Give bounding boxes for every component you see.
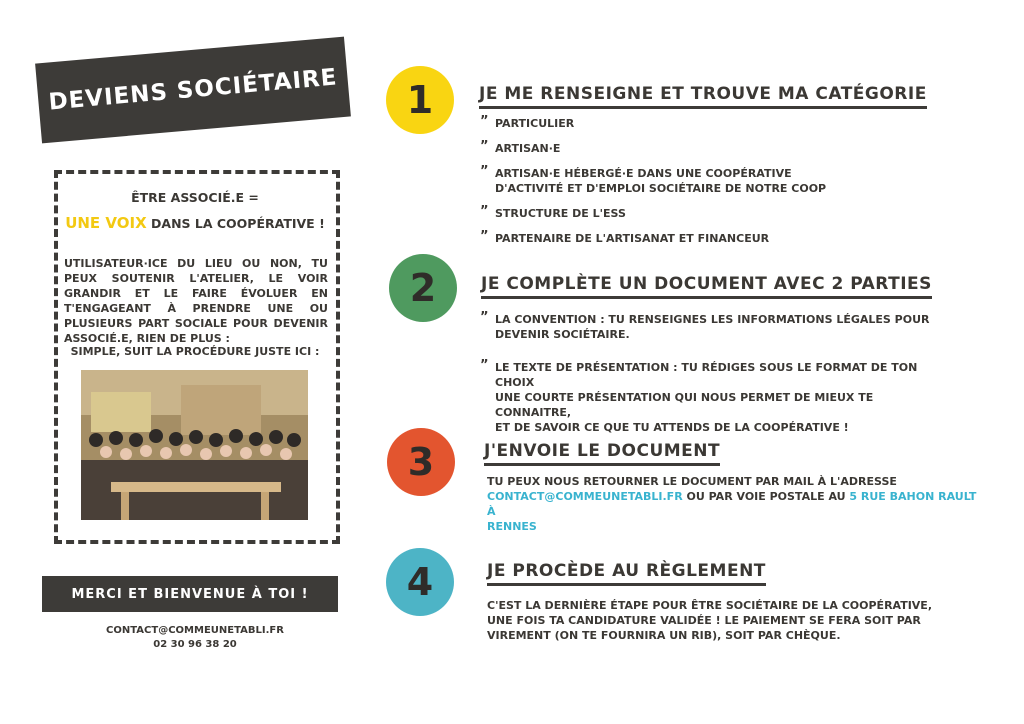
voix-rest: DANS LA COOPÉRATIVE !: [151, 216, 325, 231]
merci-banner: [42, 576, 338, 612]
step-1-circle: [386, 66, 454, 134]
group-photo: [81, 370, 308, 520]
simple-text: SIMPLE, SUIT LA PROCÉDURE JUSTE ICI :: [70, 345, 320, 358]
step-3-postal-text: OU PAR VOIE POSTALE AU: [686, 490, 846, 503]
associe-heading: ÊTRE ASSOCIÉ.E =: [131, 190, 259, 205]
step-1-list: [480, 116, 900, 246]
footer-email[interactable]: CONTACT@COMMEUNETABLI.FR: [106, 625, 284, 636]
list-item: ” ARTISAN·E HÉBERGÉ·E DANS UNE COOPÉRATIVE: [480, 166, 900, 181]
page-title-banner: [35, 37, 351, 144]
list-item: ” STRUCTURE DE L'ESS: [480, 206, 900, 221]
footer-phone: 02 30 96 38 20: [153, 639, 237, 650]
list-item-continuation: UNE COURTE PRÉSENTATION QUI NOUS PERMET DE MIEUX TE CONNAITRE,: [495, 391, 874, 419]
step-2-title: JE COMPLÈTE UN DOCUMENT AVEC 2 PARTIES: [481, 274, 932, 299]
step-1-number: 1: [406, 78, 434, 122]
step-3-title: J'ENVOIE LE DOCUMENT: [484, 441, 720, 466]
footer-contact: [60, 624, 330, 652]
step-3-text: [487, 474, 987, 534]
step-3-line-1: TU PEUX NOUS RETOURNER LE DOCUMENT PAR MAIL À L'ADRESSE: [487, 475, 897, 488]
step-4-text: C'EST LA DERNIÈRE ÉTAPE POUR ÊTRE SOCIÉTAIRE DE LA COOPÉRATIVE, UNE FOIS TA CANDIDATURE VALIDÉE ! LE PAIEMENT SE FERA SOIT PAR VIREMENT (ON TE FOURNIRA UN RIB), SOIT PAR CHÈQUE.: [487, 599, 932, 642]
step-4-number: 4: [406, 560, 434, 604]
list-item: ” LA CONVENTION : TU RENSEIGNES LES INFORMATIONS LÉGALES POUR: [480, 312, 950, 327]
step-4-circle: [386, 548, 454, 616]
step-1-title: JE ME RENSEIGNE ET TROUVE MA CATÉGORIE: [479, 84, 927, 109]
list-item: ” PARTENAIRE DE L'ARTISANAT ET FINANCEUR: [480, 231, 900, 246]
step-2-circle: [389, 254, 457, 322]
step-4-title: JE PROCÈDE AU RÈGLEMENT: [487, 561, 766, 586]
merci-text: MERCI ET BIENVENUE À TOI !: [71, 586, 309, 602]
page-title: DEVIENS SOCIÉTAIRE: [47, 64, 339, 116]
step-2-number: 2: [409, 266, 437, 310]
list-item-continuation: DEVENIR SOCIÉTAIRE.: [495, 328, 630, 341]
list-item: ” PARTICULIER: [480, 116, 900, 131]
step-3-number: 3: [407, 440, 435, 484]
list-item-continuation: D'ACTIVITÉ ET D'EMPLOI SOCIÉTAIRE DE NOTRE COOP: [495, 182, 827, 195]
intro-text: UTILISATEUR·ICE DU LIEU OU NON, TU PEUX SOUTENIR L'ATELIER, LE VOIR GRANDIR ET LE FAIRE ÉVOLUER EN T'ENGAGEANT À PRENDRE UNE OU PLUSIEURS PART SOCIALE POUR DEVENIR ASSOCIÉ.E, RIEN DE PLUS :: [64, 257, 328, 345]
list-item: ” LE TEXTE DE PRÉSENTATION : TU RÉDIGES SOUS LE FORMAT DE TON CHOIX: [480, 360, 950, 390]
list-item-continuation: ET DE SAVOIR CE QUE TU ATTENDS DE LA COOPÉRATIVE !: [495, 421, 849, 434]
group-photo-image: [81, 370, 308, 520]
list-item: ” ARTISAN·E: [480, 141, 900, 156]
voix-highlight: UNE VOIX: [65, 214, 147, 232]
contact-email-link[interactable]: CONTACT@COMMEUNETABLI.FR: [487, 490, 683, 503]
step-3-circle: [387, 428, 455, 496]
step-2-list: [480, 312, 950, 435]
address-city[interactable]: RENNES: [487, 520, 537, 533]
voix-line: [60, 214, 330, 232]
address-link[interactable]: 5 RUE BAHON RAULT À: [487, 490, 977, 518]
step-3-line-2: [487, 489, 987, 519]
